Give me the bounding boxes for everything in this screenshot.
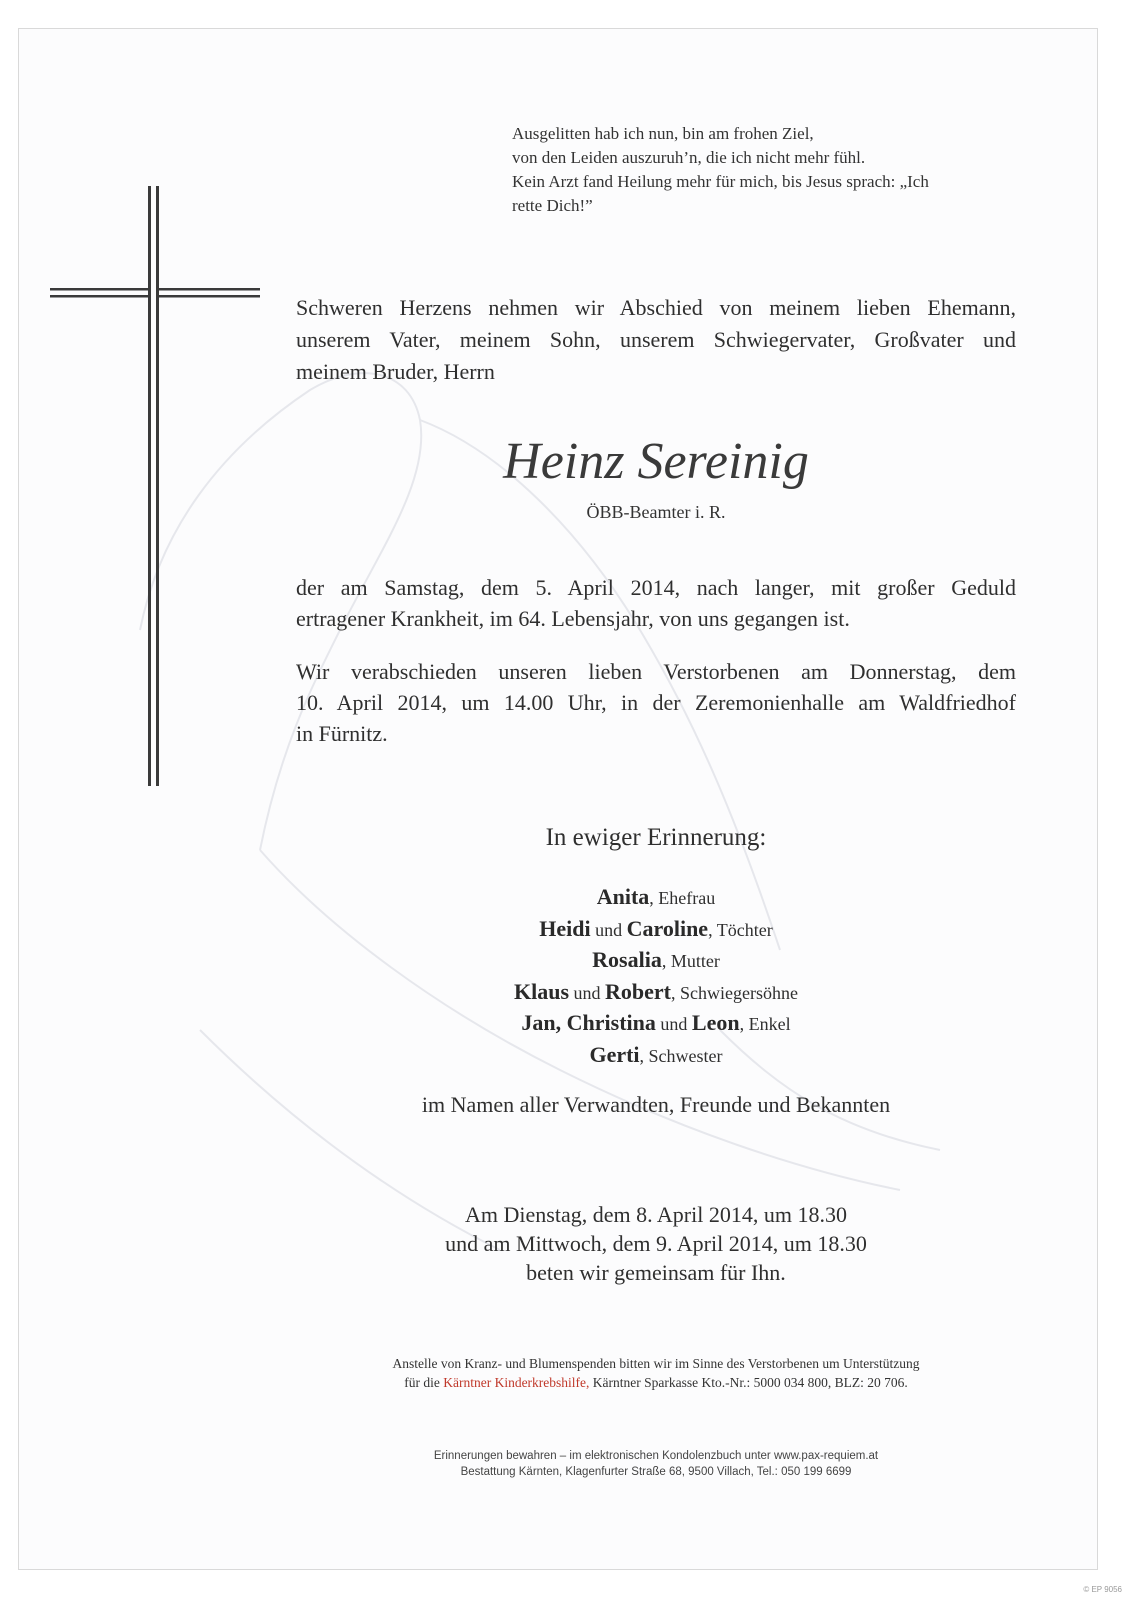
print-code: © EP 9056 (1083, 1585, 1122, 1594)
relatives-line: im Namen aller Verwandten, Freunde und Bekannten (421, 1092, 891, 1117)
family-name: Rosalia (592, 947, 662, 972)
prayer-line: beten wir gemeinsam für Ihn. (526, 1260, 786, 1285)
family-entry (296, 945, 1016, 977)
farewell-line: in Fürnitz. (296, 721, 388, 746)
family-relation: , Enkel (739, 1014, 791, 1034)
family-name: Robert (605, 978, 672, 1004)
deceased-name: Heinz Sereinig (503, 433, 809, 490)
farewell-line: Wir verabschieden unseren lieben Verstorbenen am Donnerstag, dem (296, 659, 1016, 684)
donation-line (296, 1373, 1016, 1392)
family-relation: , Schwiegersöhne (671, 982, 798, 1003)
family-name: Jan, Christina (521, 1010, 656, 1035)
intro-line: unserem Vater, meinem Sohn, unserem Schwiegervater, Großvater und (296, 327, 1016, 352)
family-name: Anita (596, 884, 650, 909)
family-name: Gerti (589, 1041, 640, 1067)
family-conjunction: und (590, 919, 627, 940)
family-entry (296, 977, 1016, 1009)
charity-name: Kärntner Kinderkrebshilfe, (443, 1375, 590, 1390)
deceased-profession: ÖBB-Beamter i. R. (586, 502, 726, 522)
footer-condolence-line: Erinnerungen bewahren – im elektronischen Kondolenzbuch unter www.pax-requiem.at (433, 1450, 879, 1462)
donation-bank: Kärntner Sparkasse Kto.-Nr.: 5000 034 800, BLZ: 20 706. (589, 1375, 908, 1390)
poem (512, 122, 1032, 218)
donation-notice (296, 1354, 1016, 1392)
death-line: der am Samstag, dem 5. April 2014, nach langer, mit großer Geduld (296, 575, 1016, 600)
poem-line: Kein Arzt fand Heilung mehr für mich, bis Jesus sprach: „Ich (512, 172, 929, 191)
donation-line: Anstelle von Kranz- und Blumenspenden bitten wir im Sinne des Verstorbenen um Unterstützung (392, 1356, 920, 1371)
family-list (296, 882, 1016, 1071)
farewell-line: 10. April 2014, um 14.00 Uhr, in der Zeremonienhalle am Waldfriedhof (296, 690, 1016, 715)
family-conjunction: und (655, 1014, 692, 1034)
poem-line: von den Leiden auszuruh’n, die ich nicht mehr fühl. (512, 148, 866, 167)
family-conjunction: und (569, 982, 606, 1003)
cross-icon (0, 0, 300, 800)
footer-address-line: Bestattung Kärnten, Klagenfurter Straße 68, 9500 Villach, Tel.: 050 199 6699 (460, 1466, 852, 1478)
family-entry (296, 1040, 1016, 1072)
family-name: Caroline (626, 915, 709, 941)
footer (296, 1448, 1016, 1480)
prayer-notice (296, 1200, 1016, 1287)
death-line: ertragener Krankheit, im 64. Lebensjahr, von uns gegangen ist. (296, 606, 850, 631)
family-name: Heidi (539, 915, 591, 941)
family-entry (296, 1008, 1016, 1040)
prayer-line: und am Mittwoch, dem 9. April 2014, um 18.30 (445, 1231, 867, 1256)
poem-line: Ausgelitten hab ich nun, bin am frohen Ziel, (512, 124, 814, 143)
intro-line: Schweren Herzens nehmen wir Abschied von meinem lieben Ehemann, (296, 295, 1016, 320)
prayer-line: Am Dienstag, dem 8. April 2014, um 18.30 (465, 1202, 847, 1227)
family-relation: , Schwester (639, 1045, 723, 1066)
donation-prefix: für die (404, 1375, 444, 1390)
family-entry (296, 882, 1016, 914)
intro-line: meinem Bruder, Herrn (296, 359, 495, 384)
family-name: Klaus (514, 978, 570, 1004)
farewell-notice (296, 656, 1016, 749)
intro-text (296, 292, 1016, 388)
poem-line: rette Dich!” (512, 196, 593, 215)
family-relation: , Mutter (661, 951, 720, 971)
death-notice (296, 572, 1016, 634)
family-relation: , Ehefrau (649, 888, 716, 908)
family-name: Leon (691, 1010, 740, 1035)
family-relation: , Töchter (708, 919, 773, 940)
family-entry (296, 914, 1016, 946)
memory-title: In ewiger Erinnerung: (545, 824, 767, 851)
